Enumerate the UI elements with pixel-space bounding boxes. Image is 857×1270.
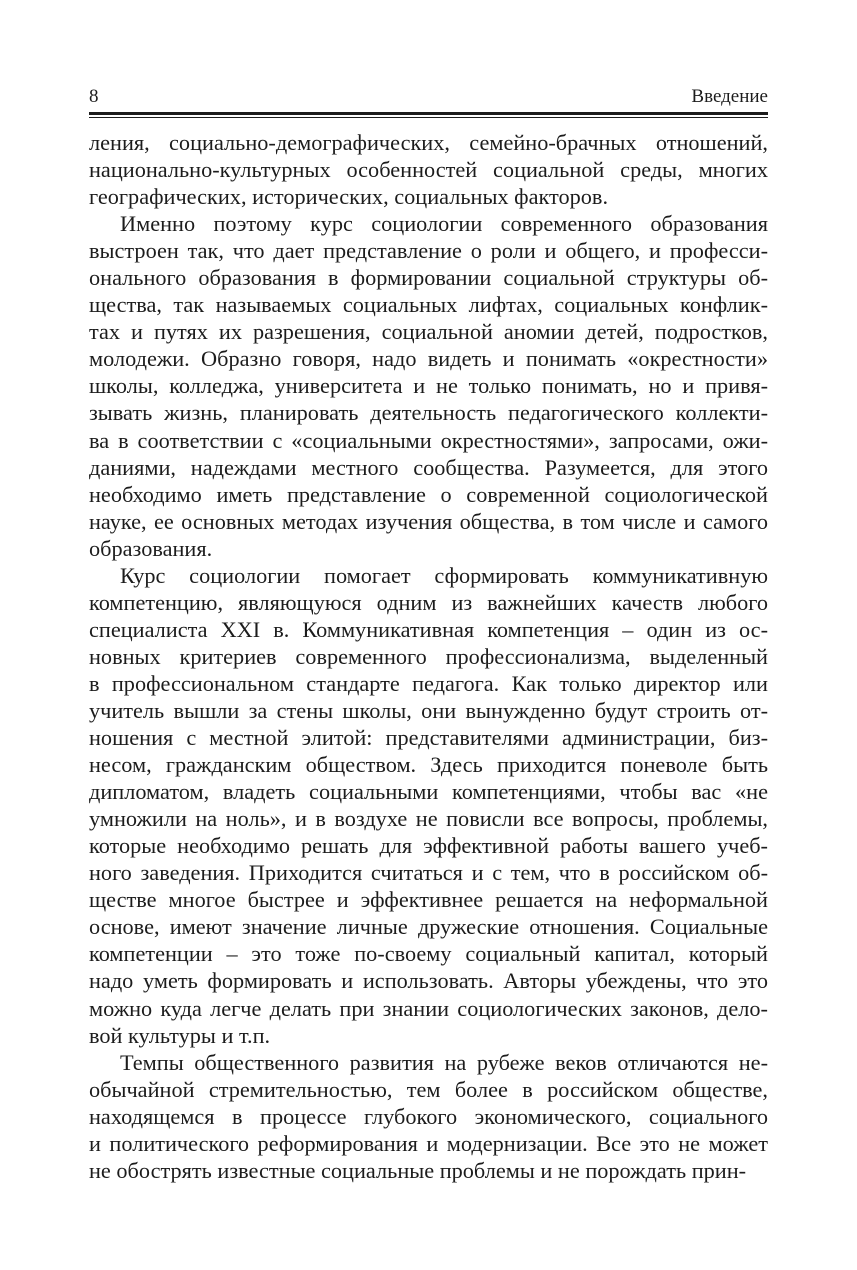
- paragraph: [89, 210, 768, 562]
- text-line: ного заведения. Приходится считаться и с тем, что в российском об-: [89, 860, 768, 886]
- text-line: онального образования в формировании социальной структуры об-: [89, 265, 768, 291]
- text-line: находящемся в процессе глубокого экономического, социального: [89, 1103, 768, 1129]
- text-line: специалиста XXI в. Коммуникативная компетенция – один из ос-: [89, 616, 768, 642]
- text-line: ва в соответствии с «социальными окрестностями», запросами, ожи-: [89, 427, 768, 453]
- text-line: даниями, надеждами местного сообщества. Разумеется, для этого: [89, 454, 768, 480]
- text-line: Именно поэтому курс социологии современного образования: [120, 211, 768, 237]
- text-line: географических, исторических, социальных факторов.: [89, 184, 609, 210]
- text-line: ления, социально-демографических, семейно-брачных отношений,: [89, 130, 768, 155]
- text-line: национально-культурных особенностей социальной среды, многих: [89, 157, 768, 183]
- text-line: щества, так называемых социальных лифтах, социальных конфлик-: [89, 292, 768, 318]
- text-line: надо уметь формировать и использовать. Авторы убеждены, что это: [89, 968, 768, 994]
- page-number: 8: [89, 86, 99, 107]
- text-line: можно куда легче делать при знании социологических законов, дело-: [89, 995, 768, 1021]
- text-line: ществе многое быстрее и эффективнее решается на неформальной: [89, 887, 768, 913]
- body-text: [89, 129, 768, 1184]
- paragraph: [89, 1049, 768, 1184]
- text-line: молодежи. Образно говоря, надо видеть и понимать «окрестности»: [89, 346, 768, 372]
- text-line: необходимо иметь представление о современной социологической: [89, 481, 768, 507]
- text-line: и политического реформирования и модернизации. Все это не может: [89, 1130, 768, 1156]
- text-line: умножили на ноль», и в воздухе не повисли все вопросы, проблемы,: [89, 806, 768, 832]
- text-line: новных критериев современного профессионализма, выделенный: [89, 643, 768, 669]
- text-line: Темпы общественного развития на рубеже веков отличаются не-: [120, 1049, 768, 1075]
- text-line: в профессиональном стандарте педагога. Как только директор или: [89, 670, 768, 696]
- text-line: тах и путях их разрешения, социальной аномии детей, подростков,: [89, 319, 768, 345]
- text-line: образования.: [89, 535, 213, 561]
- text-line: вой культуры и т.п.: [89, 1022, 271, 1048]
- text-line: дипломатом, владеть социальными компетенциями, чтобы вас «не: [89, 779, 768, 805]
- header-rule-thick: [89, 112, 768, 115]
- paragraph: [89, 562, 768, 1049]
- text-line: основе, имеют значение личные дружеские отношения. Социальные: [89, 914, 768, 940]
- running-head: Введение: [691, 86, 768, 107]
- text-line: выстроен так, что дает представление о роли и общего, и професси-: [89, 238, 768, 264]
- text-line: обычайной стремительностью, тем более в российском обществе,: [89, 1076, 768, 1102]
- text-line: компетенцию, являющуюся одним из важнейших качеств любого: [89, 589, 768, 615]
- text-line: которые необходимо решать для эффективной работы вашего учеб-: [89, 833, 768, 859]
- text-line: школы, колледжа, университета и не только понимать, но и привя-: [89, 373, 768, 399]
- paragraph: [89, 129, 768, 210]
- page-header: [89, 82, 768, 108]
- header-rule-thin: [89, 117, 768, 118]
- text-line: ношения с местной элитой: представителями администрации, биз-: [89, 725, 768, 751]
- text-line: не обострять известные социальные проблемы и не порождать прин-: [89, 1157, 747, 1183]
- text-line: несом, гражданским обществом. Здесь приходится поневоле быть: [89, 752, 768, 778]
- text-line: Курс социологии помогает сформировать коммуникативную: [120, 562, 768, 588]
- text-line: учитель вышли за стены школы, они вынужденно будут строить от-: [89, 697, 768, 723]
- text-line: компетенции – это тоже по-своему социальный капитал, который: [89, 941, 768, 967]
- text-line: зывать жизнь, планировать деятельность педагогического коллекти-: [89, 400, 768, 426]
- text-line: науке, ее основных методах изучения общества, в том числе и самого: [89, 508, 768, 534]
